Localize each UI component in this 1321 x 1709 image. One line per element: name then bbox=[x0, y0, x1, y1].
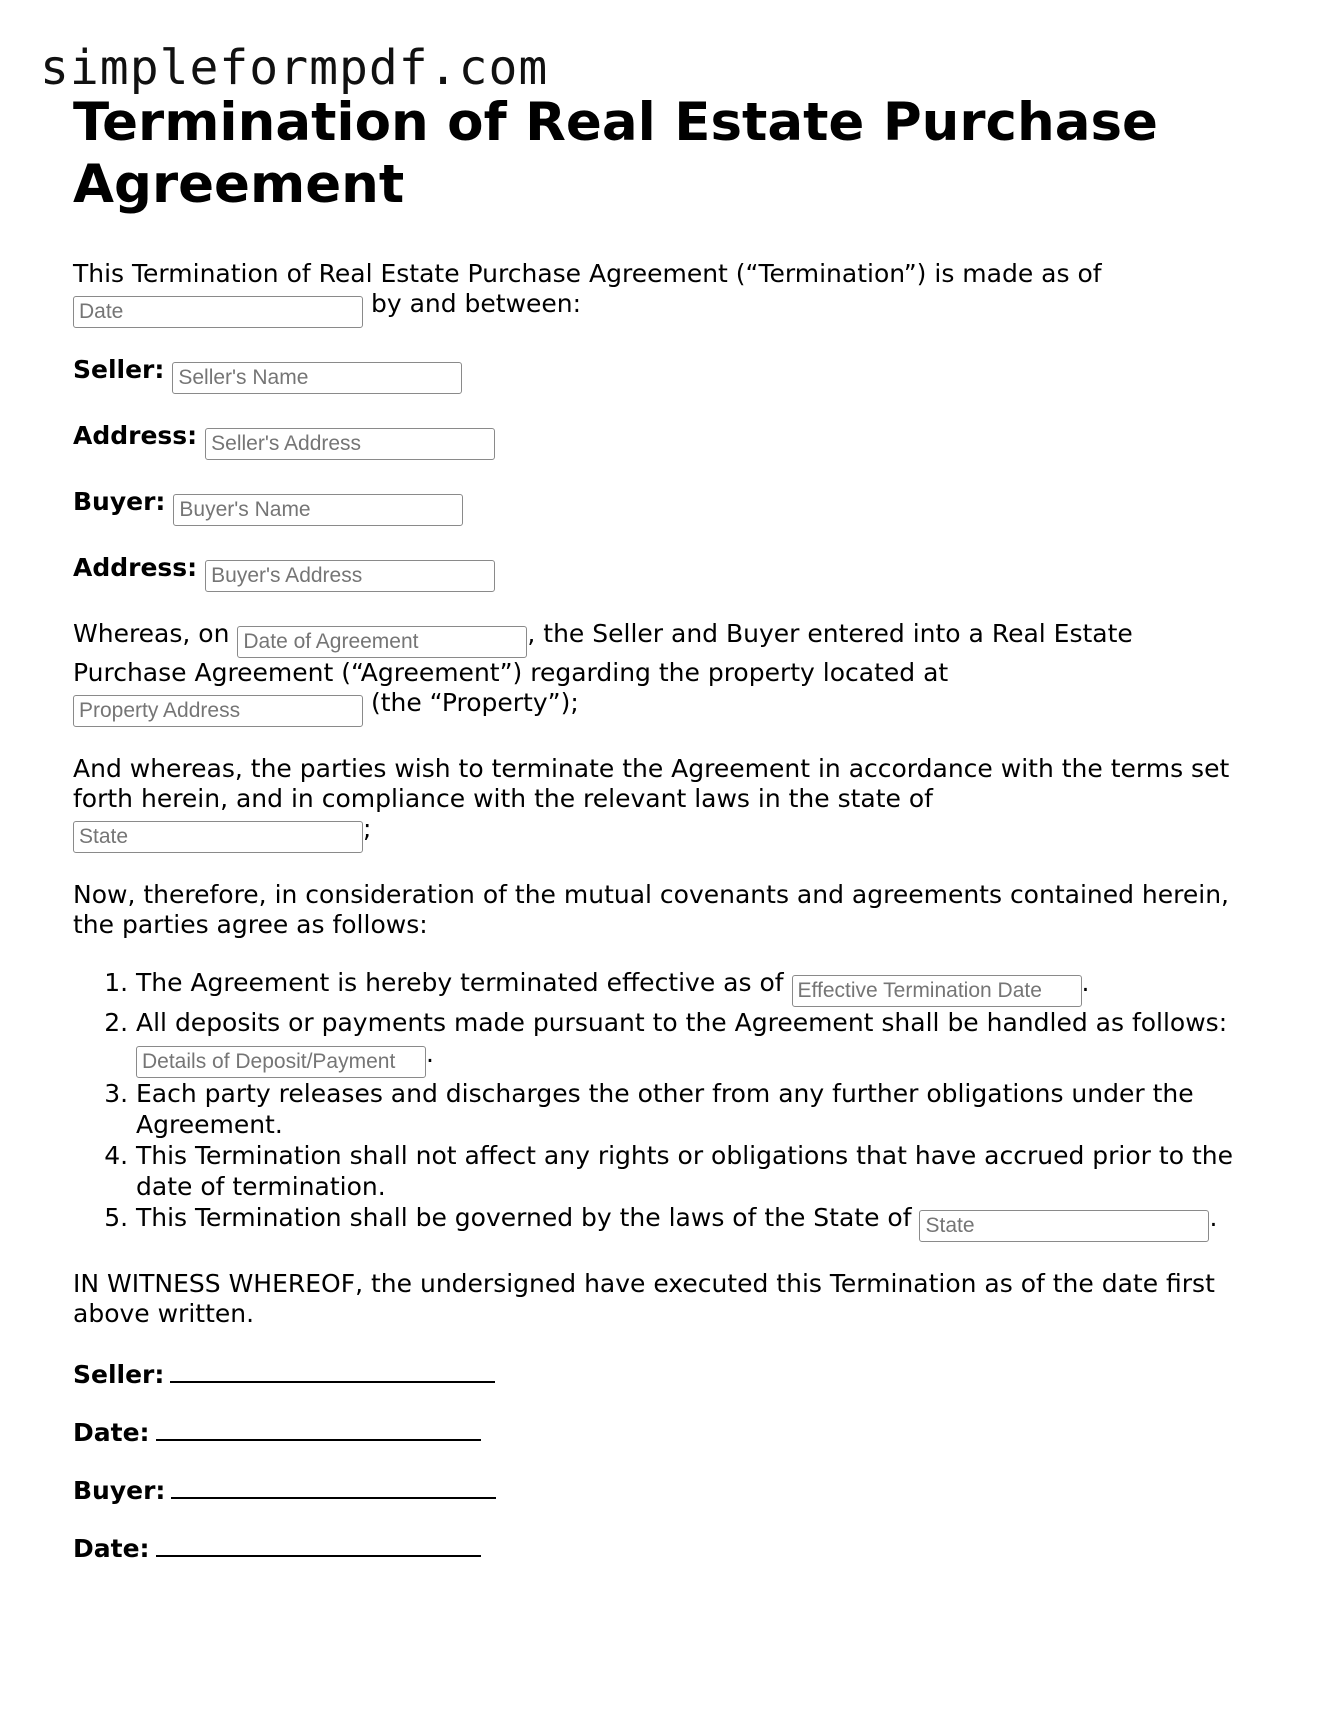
intro-text-after: by and between: bbox=[370, 289, 582, 318]
agreement-date-field[interactable] bbox=[237, 626, 527, 658]
term-5-end: . bbox=[1209, 1203, 1218, 1232]
buyer-label: Buyer: bbox=[73, 487, 166, 516]
buyer-address-row bbox=[73, 553, 1253, 592]
witness-paragraph: IN WITNESS WHEREOF, the undersigned have executed this Termination as of the date first above written. bbox=[73, 1269, 1215, 1328]
effective-termination-date-field[interactable] bbox=[792, 975, 1082, 1007]
seller-name-field[interactable] bbox=[172, 362, 462, 394]
seller-signature-line bbox=[170, 1359, 495, 1383]
terms-list bbox=[73, 967, 1253, 1242]
deposit-details-field[interactable] bbox=[136, 1046, 426, 1078]
governing-state-field[interactable] bbox=[919, 1210, 1209, 1242]
and-whereas-paragraph bbox=[73, 754, 1253, 853]
state-field[interactable] bbox=[73, 821, 363, 853]
and-whereas-text: And whereas, the parties wish to terminate the Agreement in accordance with the terms set forth herein, and in compliance with the relevant laws in the state of bbox=[73, 754, 1230, 813]
term-1 bbox=[136, 967, 1253, 1007]
buyer-address-label: Address: bbox=[73, 553, 198, 582]
buyer-row bbox=[73, 487, 1253, 526]
term-2 bbox=[136, 1007, 1253, 1078]
buyer-address-field[interactable] bbox=[205, 560, 495, 592]
seller-signature-row bbox=[73, 1359, 1253, 1390]
whereas-paragraph bbox=[73, 619, 1253, 727]
document-title: Termination of Real Estate Purchase Agreement bbox=[73, 92, 1158, 215]
term-2-text: All deposits or payments made pursuant to the Agreement shall be handled as follows: bbox=[136, 1008, 1228, 1037]
term-1-text: The Agreement is hereby terminated effective as of bbox=[136, 968, 784, 997]
buyer-date-row bbox=[73, 1533, 1253, 1564]
intro-text: This Termination of Real Estate Purchase Agreement (“Termination”) is made as of bbox=[73, 259, 1102, 288]
seller-address-field[interactable] bbox=[205, 428, 495, 460]
seller-row bbox=[73, 355, 1253, 394]
buyer-date-line bbox=[156, 1533, 481, 1557]
seller-date-row bbox=[73, 1417, 1253, 1448]
whereas-text-3: (the “Property”); bbox=[370, 688, 579, 717]
property-address-field[interactable] bbox=[73, 695, 363, 727]
term-2-end: . bbox=[426, 1039, 434, 1068]
site-watermark: simpleformpdf.com bbox=[40, 40, 549, 96]
seller-signature-label: Seller: bbox=[73, 1360, 165, 1389]
term-3: 3. Each party releases and discharges the other from any further obligations under the Agreement. bbox=[136, 1078, 1253, 1140]
buyer-signature-row bbox=[73, 1475, 1253, 1506]
buyer-signature-label: Buyer: bbox=[73, 1476, 166, 1505]
term-5 bbox=[136, 1202, 1253, 1242]
seller-label: Seller: bbox=[73, 355, 165, 384]
now-therefore-paragraph: Now, therefore, in consideration of the mutual covenants and agreements contained herein, the parties agree as follows: bbox=[73, 880, 1230, 939]
document-content bbox=[73, 92, 1253, 1564]
buyer-signature-line bbox=[171, 1475, 496, 1499]
term-4: 4. This Termination shall not affect any rights or obligations that have accrued prior to the date of termination. bbox=[136, 1140, 1253, 1202]
buyer-name-field[interactable] bbox=[173, 494, 463, 526]
seller-address-row bbox=[73, 421, 1253, 460]
whereas-text-1: Whereas, on bbox=[73, 619, 230, 648]
seller-date-label: Date: bbox=[73, 1418, 150, 1447]
term-1-end: . bbox=[1081, 968, 1090, 997]
and-whereas-end: ; bbox=[363, 814, 372, 843]
term-5-text: This Termination shall be governed by the laws of the State of bbox=[136, 1203, 912, 1232]
seller-address-label: Address: bbox=[73, 421, 198, 450]
whereas-text-2: , the Seller and Buyer entered into a Real Estate Purchase Agreement (“Agreement”) regarding the property located at bbox=[73, 619, 1133, 687]
date-field[interactable] bbox=[73, 296, 363, 328]
intro-paragraph bbox=[73, 259, 1253, 328]
buyer-date-label: Date: bbox=[73, 1534, 150, 1563]
seller-date-line bbox=[156, 1417, 481, 1441]
